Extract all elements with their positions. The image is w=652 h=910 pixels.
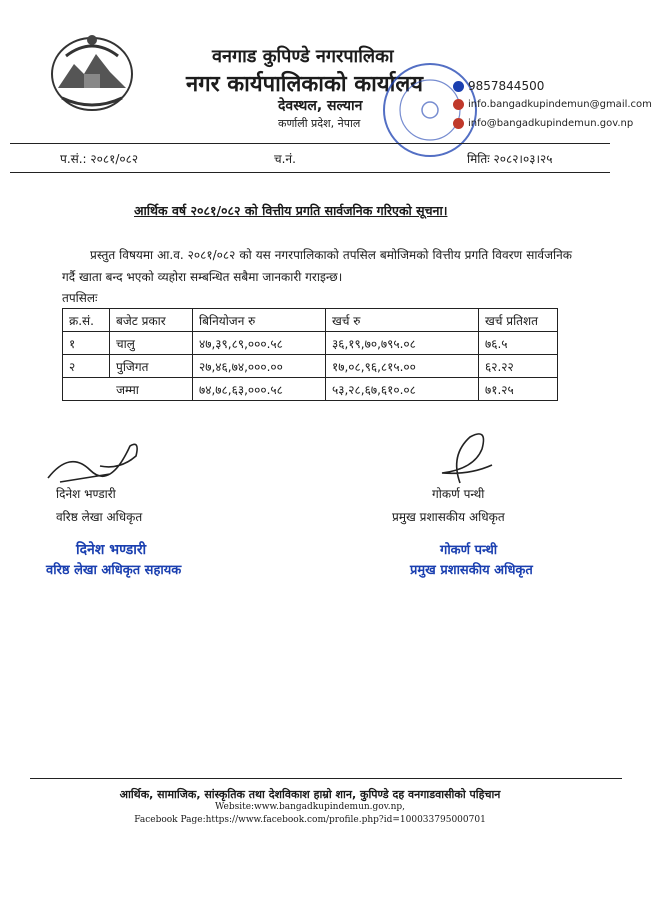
notice-body: प्रस्तुत विषयमा आ.व. २०८१/०८२ को यस नगरपालिकाको तपसिल बमोजिमको वित्तीय प्रगति विवरण सार्वजनिक गर्दै खाता बन्द भएको व्यहोरा सम्बन्धित सबैमा जानकारी गराइन्छ। <box>62 248 572 284</box>
cell-total-label: जम्मा <box>63 378 193 401</box>
contact-email-2 <box>453 118 633 129</box>
cell-sn: २ <box>63 355 110 378</box>
col-header-budget-type: बजेट प्रकार <box>110 309 193 332</box>
col-header-allocation: बिनियोजन रु <box>193 309 326 332</box>
footer-slogan: आर्थिक, सामाजिक, सांस्कृतिक तथा देशविकाश हाम्रो शान, कुपिण्डे दह वनगाडवासीको पहिचान <box>119 788 501 801</box>
cell-percentage: ६२.२२ <box>479 355 558 378</box>
cell-allocation: २७,४६,७४,०००.०० <box>193 355 326 378</box>
cell-total-allocation: ७४,७८,६३,०००.५८ <box>193 378 326 401</box>
table-row <box>63 355 558 378</box>
nepal-emblem-icon <box>44 28 140 114</box>
cell-total-percentage: ७१.२५ <box>479 378 558 401</box>
contact-phone <box>453 79 544 93</box>
email-2: info@bangadkupindemun.gov.np <box>468 118 634 129</box>
right-signature-icon <box>430 425 500 485</box>
contact-email-1 <box>453 99 652 110</box>
col-header-sn: क्र.सं. <box>63 309 110 332</box>
footer-divider <box>30 778 622 779</box>
letter-date: मितिः २०८२।०३।२५ <box>467 152 553 166</box>
right-stamp-title: प्रमुख प्रशासकीय अधिकृत <box>410 563 533 578</box>
office-address: देवस्थल, सल्यान <box>278 98 363 114</box>
cell-sn: १ <box>63 332 110 355</box>
left-signatory-name: दिनेश भण्डारी <box>56 487 116 501</box>
right-signatory-name: गोकर्ण पन्थी <box>432 487 485 501</box>
col-header-percentage: खर्च प्रतिशत <box>479 309 558 332</box>
cell-budget-type: चालु <box>110 332 193 355</box>
table-header-row <box>63 309 558 332</box>
phone-number: 9857844500 <box>468 79 545 93</box>
right-signatory-title: प्रमुख प्रशासकीय अधिकृत <box>392 510 505 524</box>
reference-divider <box>10 172 610 173</box>
cell-allocation: ४७,३९,८९,०००.५८ <box>193 332 326 355</box>
office-name: नगर कार्यपालिकाको कार्यालय <box>186 72 423 97</box>
left-signatory-title: वरिष्ठ लेखा अधिकृत <box>56 510 143 524</box>
email-1: info.bangadkupindemun@gmail.com <box>468 99 652 110</box>
left-stamp-title: वरिष्ठ लेखा अधिकृत सहायक <box>46 563 182 578</box>
office-province: कर्णाली प्रदेश, नेपाल <box>278 117 361 130</box>
details-label: तपसिलः <box>62 291 98 305</box>
right-stamp-name: गोकर्ण पन्थी <box>440 543 498 558</box>
table-row <box>63 332 558 355</box>
phone-icon <box>453 81 464 92</box>
table-total-row <box>63 378 558 401</box>
office-seal-stamp <box>380 60 480 160</box>
cell-expenditure: ३६,१९,७०,७९५.०८ <box>326 332 479 355</box>
cell-budget-type: पुजिगत <box>110 355 193 378</box>
municipality-name: वनगाड कुपिण्डे नगरपालिका <box>212 46 394 67</box>
notice-subject: आर्थिक वर्ष २०८१/०८२ को वित्तीय प्रगति सार्वजनिक गरिएको सूचना। <box>134 203 448 218</box>
email-icon <box>453 118 464 129</box>
left-stamp-name: दिनेश भण्डारी <box>76 542 147 558</box>
col-header-expenditure: खर्च रु <box>326 309 479 332</box>
reference-number: प.सं.: २०८१/०८२ <box>60 152 139 166</box>
cell-total-expenditure: ५३,२८,६७,६१०.०८ <box>326 378 479 401</box>
cell-expenditure: १७,०८,९६,८१५.०० <box>326 355 479 378</box>
cell-percentage: ७६.५ <box>479 332 558 355</box>
financial-progress-table <box>62 308 558 401</box>
left-signature-icon <box>40 430 150 490</box>
footer-facebook: Facebook Page:https://www.facebook.com/profile.php?id=100033795000701 <box>134 815 486 825</box>
email-icon <box>453 99 464 110</box>
footer-website: Website:www.bangadkupindemun.gov.np, <box>214 802 406 812</box>
header-divider <box>10 143 610 144</box>
dispatch-number: च.नं. <box>274 152 296 166</box>
